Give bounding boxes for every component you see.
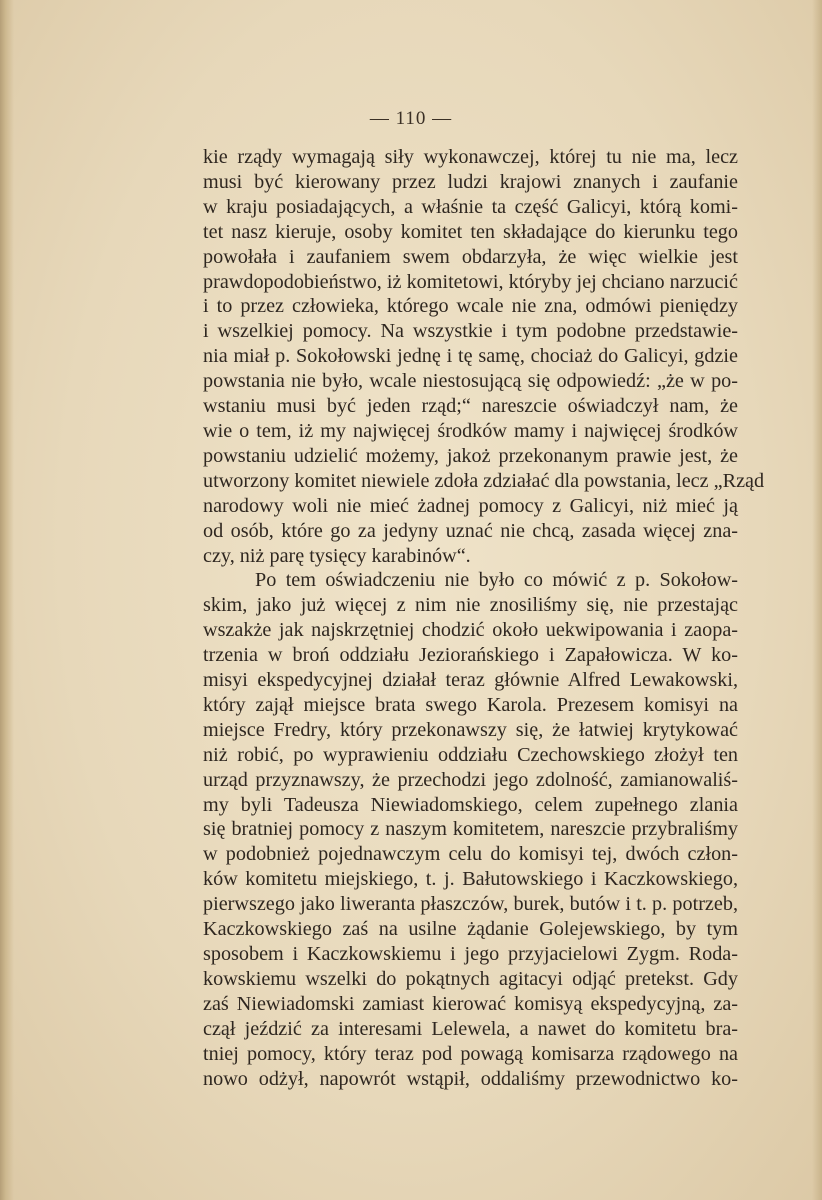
- text-line: się bratniej pomocy z naszym komitetem, nareszcie przybraliśmy: [203, 818, 738, 841]
- page-number: — 110 —: [369, 108, 453, 129]
- text-line: prawdopodobieństwo, iż komitetowi, któryby jej chciano narzucić: [203, 270, 738, 293]
- text-line: skim, jako już więcej z nim nie znosiliśmy się, nie przestając: [203, 594, 738, 617]
- text-line: miejsce Fredry, który przekonawszy się, że łatwiej krytykować: [203, 718, 738, 741]
- page-left-edge-shadow: [0, 0, 14, 1200]
- text-line: powstania nie było, wcale niestosującą się odpowiedź: „że w po-: [203, 370, 738, 393]
- text-line: i to przez człowieka, którego wcale nie zna, odmówi pieniędzy: [203, 295, 738, 318]
- text-line: tet nasz kieruje, osoby komitet ten składające do kierunku tego: [203, 220, 738, 243]
- paragraph-end-line: czy, niż parę tysięcy karabinów“.: [203, 544, 471, 567]
- text-line: i wszelkiej pomocy. Na wszystkie i tym podobne przedstawie-: [203, 320, 738, 343]
- text-line: utworzony komitet niewiele zdoła zdziałać dla powstania, lecz „Rząd: [203, 469, 765, 492]
- page-right-edge-shadow: [812, 0, 822, 1200]
- text-line: zaś Niewiadomski zamiast kierować komisyą ekspedycyjną, za-: [203, 992, 738, 1015]
- paragraph-start-line: Po tem oświadczeniu nie było co mówić z p. Sokołow-: [255, 569, 738, 592]
- text-line: wstaniu musi być jeden rząd;“ nareszcie oświadczył nam, że: [203, 395, 738, 418]
- text-line: tniej pomocy, który teraz pod powagą komisarza rządowego na: [203, 1042, 738, 1065]
- text-line: w kraju posiadających, a właśnie ta część Galicyi, którą komi-: [203, 195, 738, 218]
- text-line: wszakże jak najskrzętniej chodzić około uekwipowania i zaopa-: [203, 619, 738, 642]
- text-line: trzenia w broń oddziału Jeziorańskiego i Zapałowicza. W ko-: [203, 644, 738, 667]
- body-text: [203, 145, 765, 1091]
- text-line: który zajął miejsce brata swego Karola. Prezesem komisyi na: [203, 693, 738, 716]
- text-line: musi być kierowany przez ludzi krajowi znanych i zaufanie: [203, 170, 738, 193]
- text-line: kie rządy wymagają siły wykonawczej, której tu nie ma, lecz: [203, 146, 738, 168]
- text-line: my byli Tadeusza Niewiadomskiego, celem zupełnego zlania: [203, 793, 738, 816]
- text-line: w podobnież pojednawczym celu do komisyi tej, dwóch człon-: [203, 843, 738, 866]
- text-line: od osób, które go za jedyny uznać nie chcą, zasada więcej zna-: [203, 519, 738, 542]
- text-line: powołała i zaufaniem swem obdarzyła, że więc wielkie jest: [203, 245, 738, 268]
- text-line: czął jeździć za interesami Lelewela, a nawet do komitetu bra-: [203, 1017, 738, 1040]
- text-line: urząd przyznawszy, że przechodzi jego zdolność, zamianowaliś-: [203, 768, 738, 791]
- text-line: pierwszego jako liweranta płaszczów, burek, butów i t. p. potrzeb,: [203, 893, 738, 916]
- text-line: kowskiemu wszelki do pokątnych agitacyi odjąć pretekst. Gdy: [203, 967, 738, 990]
- text-line: nia miał p. Sokołowski jednę i tę samę, chociaż do Galicyi, gdzie: [203, 345, 738, 368]
- text-line: nowo odżył, napowrót wstąpił, oddaliśmy przewodnictwo ko-: [203, 1067, 738, 1090]
- text-line: misyi ekspedycyjnej działał teraz głównie Alfred Lewakowski,: [203, 669, 738, 692]
- text-line: sposobem i Kaczkowskiemu i jego przyjacielowi Zygm. Roda-: [203, 943, 738, 965]
- text-line: ków komitetu miejskiego, t. j. Bałutowskiego i Kaczkowskiego,: [203, 868, 738, 891]
- text-line: niż robić, po wyprawieniu oddziału Czechowskiego złożył ten: [203, 743, 738, 766]
- text-line: wie o tem, iż my najwięcej środków mamy i najwięcej środków: [203, 419, 738, 442]
- text-line: powstaniu udzielić możemy, jakoż przekonanym prawie jest, że: [203, 444, 738, 467]
- text-line: Kaczkowskiego zaś na usilne żądanie Golejewskiego, by tym: [203, 918, 738, 941]
- text-line: narodowy woli nie mieć żadnej pomocy z Galicyi, niż mieć ją: [203, 494, 738, 517]
